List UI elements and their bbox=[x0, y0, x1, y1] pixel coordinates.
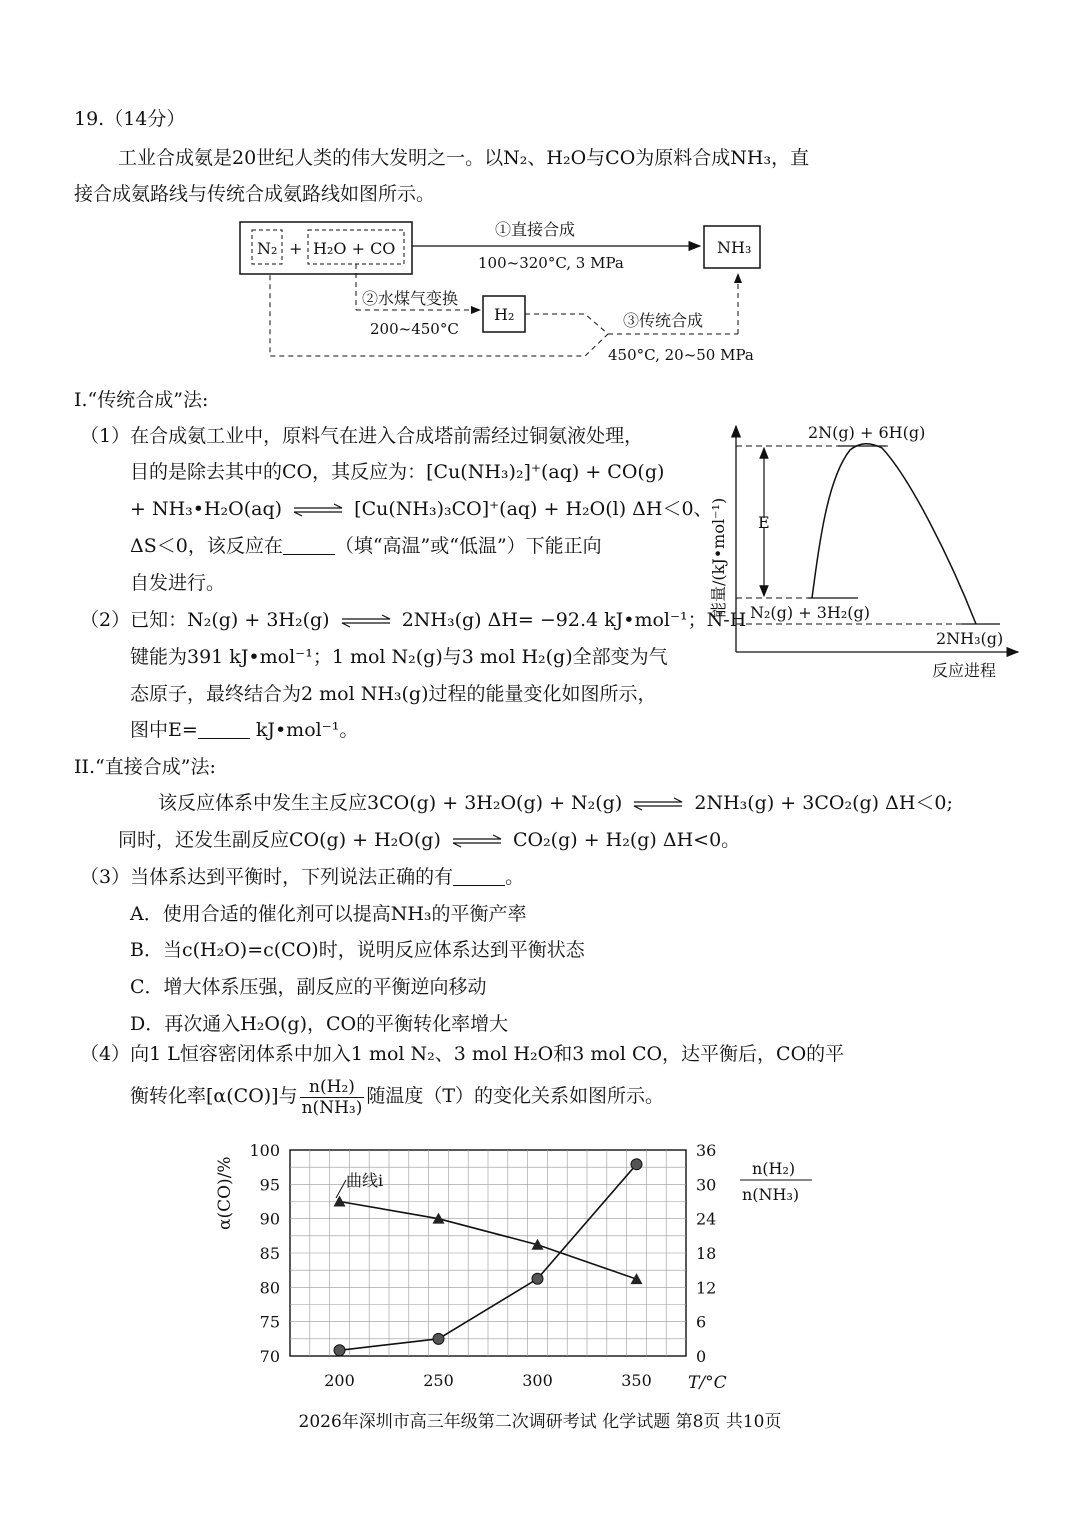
traditional-synthesis-condition: 450°C, 20~50 MPa bbox=[608, 346, 754, 364]
products-level-label: 2NH₃(g) bbox=[936, 629, 1004, 648]
right-tick-label: 0 bbox=[696, 1347, 707, 1366]
question-number: 19.（14分） bbox=[74, 108, 186, 130]
intro-line-1: 工业合成氨是20世纪人类的伟大发明之一。以N₂、H₂O与CO为原料合成NH₃，直 bbox=[118, 147, 810, 169]
equilibrium-arrow-icon bbox=[292, 503, 344, 517]
answer-blank-2[interactable] bbox=[198, 720, 250, 739]
q3-stem bbox=[80, 865, 524, 889]
left-tick-label: 75 bbox=[259, 1312, 280, 1332]
atoms-level-label: 2N(g) + 6H(g) bbox=[808, 423, 926, 442]
direct-synthesis-label: ①直接合成 bbox=[495, 220, 576, 239]
q2-line-1-left: （2）已知：N₂(g) + 3H₂(g) bbox=[80, 609, 330, 631]
right-tick-label: 24 bbox=[696, 1209, 717, 1229]
right-tick-label: 30 bbox=[696, 1175, 717, 1195]
x-tick-label: 250 bbox=[423, 1371, 454, 1390]
energy-profile-diagram bbox=[700, 418, 1030, 688]
q3-text: （3）当体系达到平衡时，下列说法正确的有 bbox=[80, 866, 454, 888]
q1-line-3-right: [Cu(NH₃)₃CO]⁺(aq) + H₂O(l) ΔH＜0、 bbox=[354, 498, 713, 520]
page-footer: 2026年深圳市高三年级第二次调研考试 化学试题 第8页 共10页 bbox=[298, 1412, 782, 1432]
left-tick-label: 80 bbox=[259, 1278, 280, 1298]
answer-blank-1[interactable] bbox=[283, 536, 335, 555]
option-a: A．使用合适的催化剂可以提高NH₃的平衡产率 bbox=[130, 903, 527, 925]
option-d: D．再次通入H₂O(g)，CO的平衡转化率增大 bbox=[130, 1013, 509, 1035]
q1-line-4-left: ΔS＜0，该反应在 bbox=[130, 535, 283, 557]
conversion-ratio-chart bbox=[200, 1130, 840, 1400]
x-axis-ticks bbox=[324, 1371, 652, 1390]
equilibrium-arrow-icon bbox=[451, 834, 503, 848]
right-tick-label: 6 bbox=[696, 1312, 707, 1332]
intro-line-2: 接合成氨路线与传统合成氨路线如图所示。 bbox=[74, 183, 436, 205]
right-tick-label: 36 bbox=[696, 1141, 717, 1160]
q3-period: 。 bbox=[505, 866, 525, 888]
equilibrium-arrow-icon bbox=[632, 797, 684, 811]
q1-line-4 bbox=[130, 534, 602, 558]
right-axis-label-denominator: n(NH₃) bbox=[742, 1185, 800, 1204]
circle-point bbox=[433, 1333, 444, 1344]
triangle-point bbox=[334, 1196, 346, 1207]
left-axis-ticks bbox=[249, 1141, 280, 1366]
water-gas-shift-condition: 200~450°C bbox=[370, 320, 459, 338]
plus-sign: + bbox=[289, 239, 303, 258]
part2-heading: II.“直接合成”法: bbox=[74, 756, 216, 778]
q1-line-1: （1）在合成氨工业中，原料气在进入合成塔前需经过铜氨液处理， bbox=[80, 425, 644, 447]
nh3-label: NH₃ bbox=[717, 238, 752, 257]
circle-point bbox=[334, 1345, 345, 1356]
answer-blank-3[interactable] bbox=[453, 867, 505, 886]
right-axis-label-numerator: n(H₂) bbox=[752, 1159, 796, 1178]
main-reaction-line bbox=[158, 791, 953, 815]
x-tick-label: 350 bbox=[621, 1371, 652, 1390]
q1-line-4-right: （填“高温”或“低温”）下能正向 bbox=[334, 535, 602, 557]
reaction-progress-label: 反应进程 bbox=[932, 661, 997, 680]
q4-line-2-left: 衡转化率[α(CO)]与 bbox=[130, 1085, 298, 1107]
left-tick-label: 95 bbox=[259, 1175, 280, 1195]
synthesis-route-diagram bbox=[230, 212, 790, 372]
x-tick-label: 200 bbox=[324, 1371, 355, 1390]
side-reaction-left: 同时，还发生副反应CO(g) + H₂O(g) bbox=[118, 829, 441, 851]
q2-line-1-right: 2NH₃(g) ΔH= −92.4 kJ•mol⁻¹；N-H bbox=[401, 609, 747, 631]
part1-heading: I.“传统合成”法: bbox=[74, 389, 209, 411]
h2o-co-label: H₂O + CO bbox=[313, 239, 396, 258]
left-tick-label: 85 bbox=[259, 1244, 280, 1263]
q1-line-3 bbox=[130, 497, 713, 521]
main-reaction-right: 2NH₃(g) + 3CO₂(g) ΔH＜0; bbox=[694, 792, 953, 814]
option-c: C．增大体系压强，副反应的平衡逆向移动 bbox=[130, 976, 487, 998]
curve-i-label: 曲线i bbox=[346, 1171, 384, 1190]
energy-e-label: E bbox=[758, 513, 770, 532]
left-tick-label: 70 bbox=[259, 1347, 280, 1366]
q4-line-2-right: 随温度（T）的变化关系如图所示。 bbox=[366, 1085, 665, 1107]
left-axis-label: α(CO)/% bbox=[215, 1156, 235, 1230]
ratio-denominator: n(NH₃) bbox=[301, 1097, 363, 1118]
q4-line-2 bbox=[130, 1074, 664, 1118]
q2-line-4-right: kJ•mol⁻¹。 bbox=[255, 719, 359, 741]
q2-line-4 bbox=[130, 718, 358, 742]
h2-label: H₂ bbox=[494, 305, 515, 324]
side-reaction-right: CO₂(g) + H₂(g) ΔH<0。 bbox=[512, 829, 741, 851]
energy-axis-label: 能量/(kJ•mol⁻¹) bbox=[709, 497, 728, 618]
circle-point bbox=[532, 1273, 543, 1284]
main-reaction-left: 该反应体系中发生主反应3CO(g) + 3H₂O(g) + N₂(g) bbox=[158, 792, 623, 814]
h2-nh3-ratio-fraction bbox=[300, 1077, 365, 1118]
side-reaction-line bbox=[118, 828, 740, 852]
x-axis-label: T/°C bbox=[688, 1373, 727, 1393]
left-tick-label: 90 bbox=[259, 1209, 280, 1229]
q1-line-5: 自发进行。 bbox=[130, 572, 226, 594]
direct-synthesis-condition: 100~320°C, 3 MPa bbox=[478, 254, 624, 272]
q2-line-3: 态原子，最终结合为2 mol NH₃(g)过程的能量变化如图所示， bbox=[130, 683, 657, 705]
option-b: B．当c(H₂O)=c(CO)时，说明反应体系达到平衡状态 bbox=[130, 939, 585, 961]
equilibrium-arrow-icon bbox=[340, 614, 392, 628]
x-tick-label: 300 bbox=[522, 1371, 553, 1390]
water-gas-shift-label: ②水煤气变换 bbox=[362, 289, 459, 308]
q1-line-3-left: + NH₃•H₂O(aq) bbox=[130, 498, 283, 520]
q2-line-4-left: 图中E= bbox=[130, 719, 198, 741]
traditional-synthesis-label: ③传统合成 bbox=[623, 311, 704, 330]
n2-label: N₂ bbox=[257, 239, 278, 258]
ratio-numerator: n(H₂) bbox=[300, 1077, 365, 1098]
left-tick-label: 100 bbox=[249, 1141, 280, 1160]
reactants-level-label: N₂(g) + 3H₂(g) bbox=[750, 603, 870, 622]
q2-line-2: 键能为391 kJ•mol⁻¹；1 mol N₂(g)与3 mol H₂(g)全部变为气 bbox=[130, 646, 668, 668]
right-tick-label: 12 bbox=[696, 1278, 717, 1298]
q2-line-1 bbox=[80, 608, 746, 632]
right-tick-label: 18 bbox=[696, 1244, 717, 1263]
right-axis-ticks bbox=[696, 1141, 716, 1366]
triangle-point bbox=[631, 1273, 643, 1284]
q4-line-1: （4）向1 L恒容密闭体系中加入1 mol N₂、3 mol H₂O和3 mol CO，达平衡后，CO的平 bbox=[80, 1043, 845, 1065]
circle-point bbox=[631, 1159, 642, 1170]
q1-line-2: 目的是除去其中的CO，其反应为：[Cu(NH₃)₂]⁺(aq) + CO(g) bbox=[130, 461, 665, 483]
